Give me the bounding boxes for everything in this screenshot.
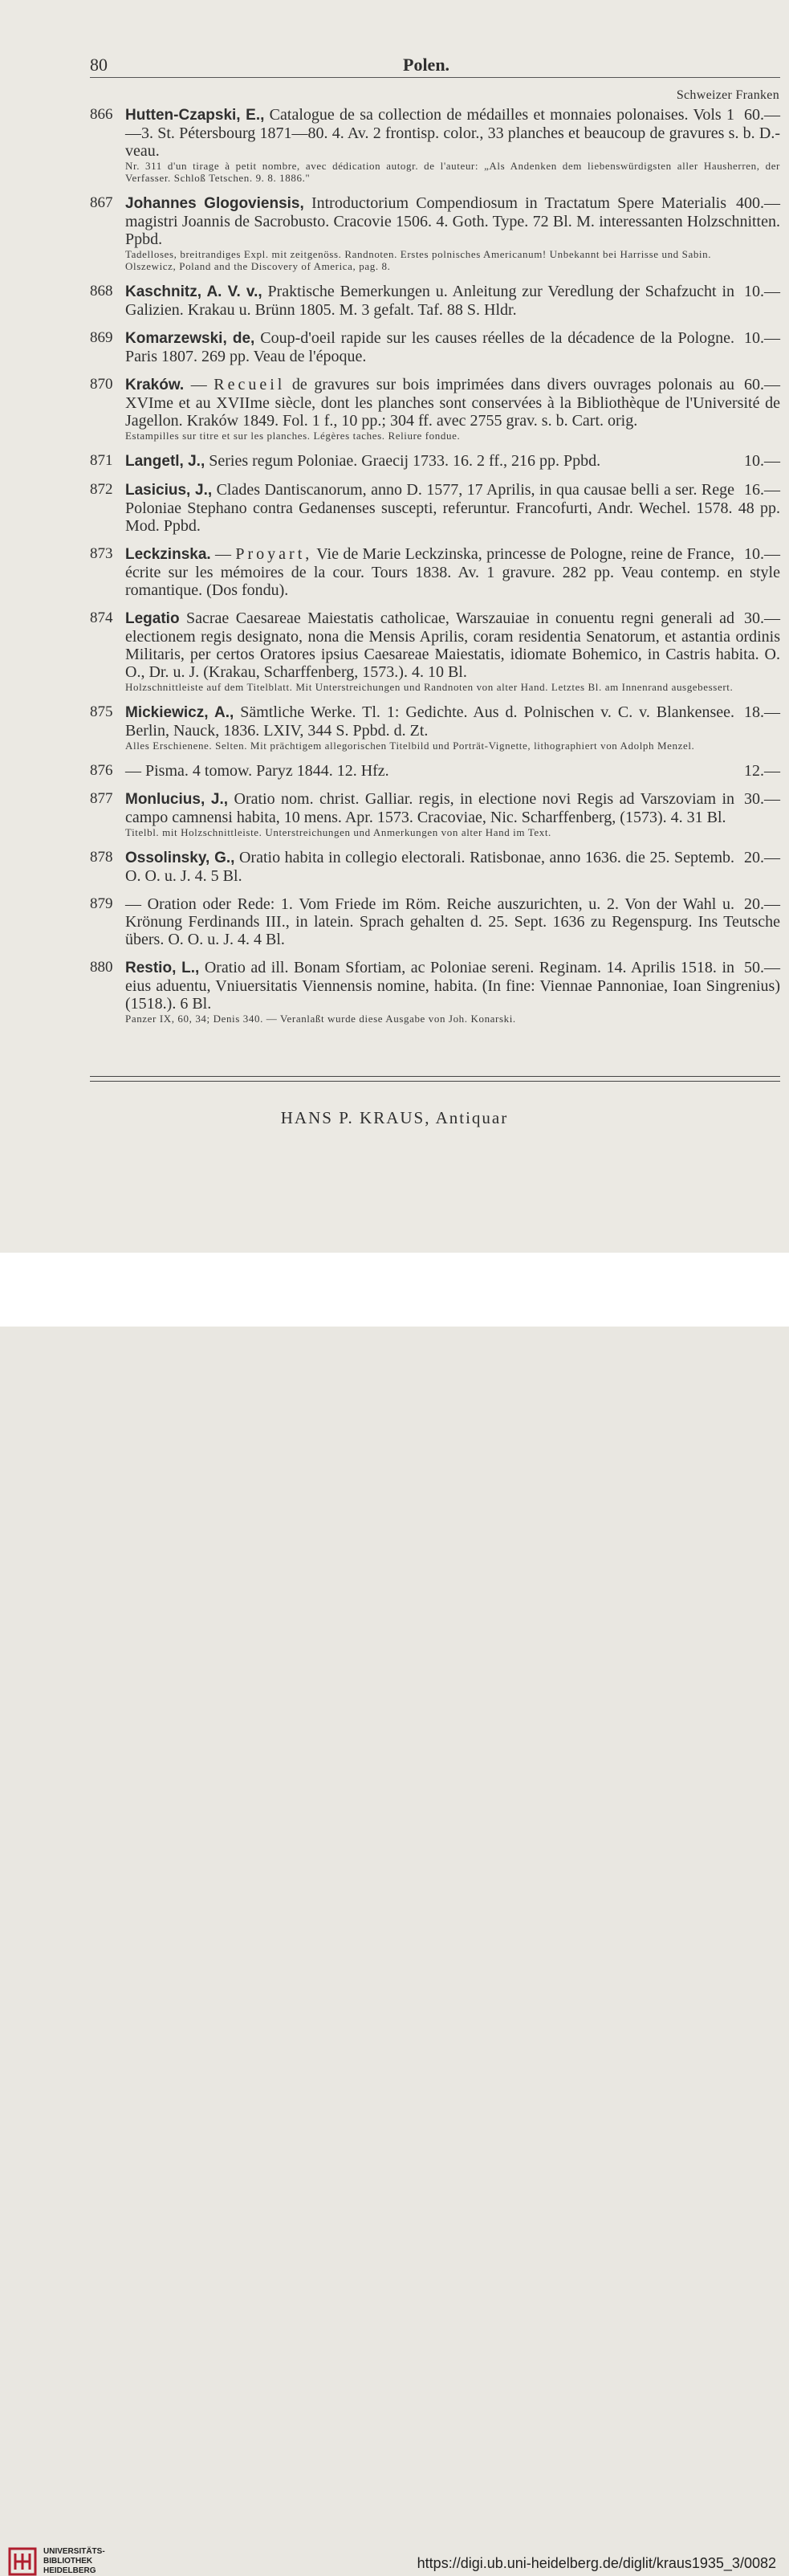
entry-text: — Pisma. 4 tomow. Paryz 1844. 12. Hfz. <box>125 762 389 780</box>
catalogue-entry <box>90 194 780 272</box>
entry-body <box>125 452 780 471</box>
entry-price: 10.— <box>744 545 780 563</box>
entry-text: — Oration oder Rede: 1. Vom Friede im Röm. Reiche auszurichten, u. 2. Von der Wahl u. Krönung Ferdinands III., in latein. Sprach gehalten d. 25. Sept. 1636 zu Regenspurg. Ins Teutsche übers. O. O. u. J. 4. 4 Bl. <box>125 895 780 948</box>
entry-price: 12.— <box>744 762 780 780</box>
entry-text: Catalogue de sa collection de médailles et monnaies polonaises. Vols 1—3. St. Pétersbourg 1871—80. 4. Av. 2 frontisp. color., 33 planches et beaucoup de gravures s. b. D.-veau. <box>125 106 780 160</box>
entry-text: Sämtliche Werke. Tl. 1: Gedichte. Aus d. Polnischen v. C. v. Blankensee. Berlin, Nauck, 1836. LXIV, 344 S. Ppbd. d. Zt. <box>125 703 734 740</box>
entry-number: 877 <box>90 790 113 807</box>
entry-body <box>125 481 780 535</box>
entry-author: Komarzewski, de, <box>125 330 255 347</box>
library-logo-icon <box>8 2547 37 2576</box>
entry-note: Olszewicz, Poland and the Discovery of America, pag. 8. <box>125 260 391 272</box>
entry-text: Oratio habita in collegio electorali. Ratisbonae, anno 1636. die 25. Septemb. O. O. u. J. 4. 5 Bl. <box>125 849 734 885</box>
library-name: UNIVERSITÄTS- BIBLIOTHEK HEIDELBERG <box>43 2547 105 2575</box>
catalogue-entry <box>90 283 780 319</box>
entry-spaced-name: Proyart, <box>235 545 313 563</box>
page-header <box>90 55 780 79</box>
footer-rule <box>90 1076 780 1077</box>
entry-text: Oratio nom. christ. Galliar. regis, in electione novi Regis ad Varszoviam in campo camnensi habita, 10 mens. Apr. 1573. Cracoviae, Nic. Scharffenberg, (1573). 4. 31 Bl. <box>125 790 735 826</box>
entry-number: 872 <box>90 481 113 498</box>
entry-author: Lasicius, J., <box>125 482 213 499</box>
catalogue-entry <box>90 762 780 780</box>
entry-author: Ossolinsky, G., <box>125 850 235 866</box>
entry-note: Holzschnittleiste auf dem Titelblatt. Mit Unterstreichungen und Randnoten von alter Hand. Letztes Bl. am Innenrand ausgebessert. <box>125 681 734 693</box>
entry-text: Series regum Poloniae. Graecij 1733. 16. 2 ff., 216 pp. Ppbd. <box>209 452 601 470</box>
entry-number: 867 <box>90 194 113 211</box>
catalogue-entry <box>90 790 780 838</box>
entry-price: 20.— <box>744 895 780 913</box>
entry-author: Johannes Glogoviensis, <box>125 195 304 212</box>
catalogue-entry <box>90 481 780 535</box>
entry-price: 16.— <box>744 481 780 499</box>
entry-body <box>125 762 780 780</box>
entry-text: Clades Dantiscanorum, anno D. 1577, 17 Aprilis, in qua causae belli a ser. Rege Poloniae Stephano contra Gedanenses suscepti, referuntur. Francofurti, Andr. Wechel. 1578. 48 pp. Mod. Ppbd. <box>125 481 780 535</box>
entry-body <box>125 194 780 248</box>
catalogue-entry <box>90 329 780 365</box>
entry-number: 879 <box>90 895 113 912</box>
entry-number: 866 <box>90 106 113 123</box>
entry-number: 880 <box>90 959 113 976</box>
entry-body <box>125 609 780 681</box>
entry-body <box>125 106 780 160</box>
entry-body <box>125 283 780 319</box>
entry-note: Estampilles sur titre et sur les planches. Légères taches. Reliure fondue. <box>125 430 461 442</box>
catalogue-entry <box>90 959 780 1025</box>
entry-author: Legatio <box>125 610 180 627</box>
entry-price: 400.— <box>736 194 780 212</box>
entry-note: Tadelloses, breitrandiges Expl. mit zeitgenöss. Randnoten. Erstes polnisches Americanum! Unbekannt bei Harrisse und Sabin. <box>125 248 712 260</box>
entry-price: 30.— <box>744 790 780 808</box>
entry-author: Kaschnitz, A. V. v., <box>125 283 262 300</box>
entry-dash: — <box>190 376 207 393</box>
catalogue-entry <box>90 703 780 752</box>
entry-body <box>125 703 780 740</box>
entry-note: Nr. 311 d'un tirage à petit nombre, avec dédication autogr. de l'auteur: „Als Andenken dem liebenswürdigsten aller Hausherren, der Verfasser. Schloß Tetschen. 9. 8. 1886." <box>125 160 780 184</box>
entry-text: Vie de Marie Leckzinska, princesse de Pologne, reine de France, écrite sur les mémoires de la cour. Tours 1838. Av. 1 gravure. 282 pp. Veau contemp. en style romantique. (Dos fondu). <box>125 545 780 599</box>
entry-price: 20.— <box>744 849 780 866</box>
viewer-footer-bar <box>0 1253 789 2575</box>
entry-author: Mickiewicz, A., <box>125 704 234 721</box>
entry-author: Hutten-Czapski, E., <box>125 107 265 124</box>
entry-price: 60.— <box>744 106 780 124</box>
running-title: Polen. <box>403 55 450 75</box>
page-url-link[interactable]: https://digi.ub.uni-heidelberg.de/diglit/kraus1935_3/0082 <box>417 2555 776 2571</box>
entry-note: Alles Erschienene. Selten. Mit prächtigem allegorischen Titelbild und Porträt-Vignette, lithographiert von Adolph Menzel. <box>125 740 695 752</box>
entry-price: 50.— <box>744 959 780 976</box>
entry-price: 60.— <box>744 376 780 393</box>
entry-body <box>125 376 780 430</box>
entry-price: 30.— <box>744 609 780 627</box>
entry-body <box>125 895 780 948</box>
entry-number: 873 <box>90 545 113 562</box>
catalogue-entries <box>90 106 780 1035</box>
entry-number: 869 <box>90 329 113 346</box>
catalogue-entry <box>90 376 780 442</box>
catalogue-entry <box>90 452 780 471</box>
entry-author: Langetl, J., <box>125 453 205 470</box>
entry-text: Coup-d'oeil rapide sur les causes réelles de la décadence de la Pologne. Paris 1807. 269 pp. Veau de l'époque. <box>125 329 735 365</box>
page-number: 80 <box>90 55 108 75</box>
entry-author: Restio, L., <box>125 960 200 976</box>
entry-text: Introductorium Compendiosum in Tractatum Spere Materialis magistri Joannis de Sacrobusto. Cracovie 1506. 4. Goth. Type. 72 Bl. M. interessanten Holzschnitten. Ppbd. <box>125 194 780 248</box>
entry-body <box>125 545 780 599</box>
entry-note: Panzer IX, 60, 34; Denis 340. — Veranlaßt wurde diese Ausgabe von Joh. Konarski. <box>125 1013 516 1025</box>
entry-body <box>125 959 780 1013</box>
entry-author: Leckzinska. <box>125 546 211 563</box>
entry-author: Kraków. <box>125 377 185 393</box>
entry-number: 868 <box>90 283 113 300</box>
currency-note: Schweizer Franken <box>676 88 779 102</box>
catalogue-entry <box>90 106 780 184</box>
entry-number: 870 <box>90 376 113 393</box>
entry-note: Titelbl. mit Holzschnittleiste. Unterstreichungen und Anmerkungen von alter Hand im Text. <box>125 826 551 838</box>
scanned-page <box>0 0 789 1253</box>
entry-price: 10.— <box>744 329 780 347</box>
entry-number: 871 <box>90 452 113 469</box>
entry-number: 875 <box>90 703 113 720</box>
entry-text: de gravures sur bois imprimées dans divers ouvrages polonais au XVIme et au XVIIme siècle, dont les planches sont conservées à la Bibliothèque de l'Université de Jagellon. Kraków 1849. Fol. 1 f., 10 pp.; 304 ff. avec 2755 grav. s. b. Cart. orig. <box>125 376 780 430</box>
footer-rule <box>90 1081 780 1082</box>
entry-text: Praktische Bemerkungen u. Anleitung zur Veredlung der Schafzucht in Galizien. Krakau u. Brünn 1805. M. 3 gefalt. Taf. 88 S. Hldr. <box>125 283 735 319</box>
entry-price: 18.— <box>744 703 780 721</box>
entry-spaced-name: Recueil <box>214 376 286 393</box>
entry-number: 878 <box>90 849 113 866</box>
entry-text: Sacrae Caesareae Maiestatis catholicae, Warszauiae in conuentu regni generali ad electionem regis designato, nona die Mensis Aprilis, coram residentia Senatorum, et astantia ordinis Militaris, per certos Oratores ipsius Caesareae Maiestatis, idiomate Bohemico, in Castris habita. O. O., Dr. u. J. (Krakau, Scharffenberg, 1573.). 4. 10 Bl. <box>125 609 780 681</box>
entry-price: 10.— <box>744 452 780 470</box>
entry-body <box>125 790 780 826</box>
entry-number: 874 <box>90 609 113 626</box>
catalogue-entry <box>90 609 780 693</box>
entry-dash: — <box>215 545 232 563</box>
header-rule <box>90 77 780 78</box>
publisher-footer: HANS P. KRAUS, Antiquar <box>280 1108 509 1127</box>
catalogue-entry <box>90 849 780 885</box>
entry-text: Oratio ad ill. Bonam Sfortiam, ac Poloniae sereni. Reginam. 14. Aprilis 1518. in eius aduentu, Vniuersitatis Viennensis nomine, habita. (In fine: Viennae Pannoniae, Ioan Singrenius) (1518.). 6 Bl. <box>125 959 780 1013</box>
entry-price: 10.— <box>744 283 780 300</box>
catalogue-entry <box>90 545 780 599</box>
entry-number: 876 <box>90 762 113 779</box>
entry-author: Monlucius, J., <box>125 791 229 808</box>
catalogue-entry <box>90 895 780 948</box>
entry-body <box>125 329 780 365</box>
entry-body <box>125 849 780 885</box>
